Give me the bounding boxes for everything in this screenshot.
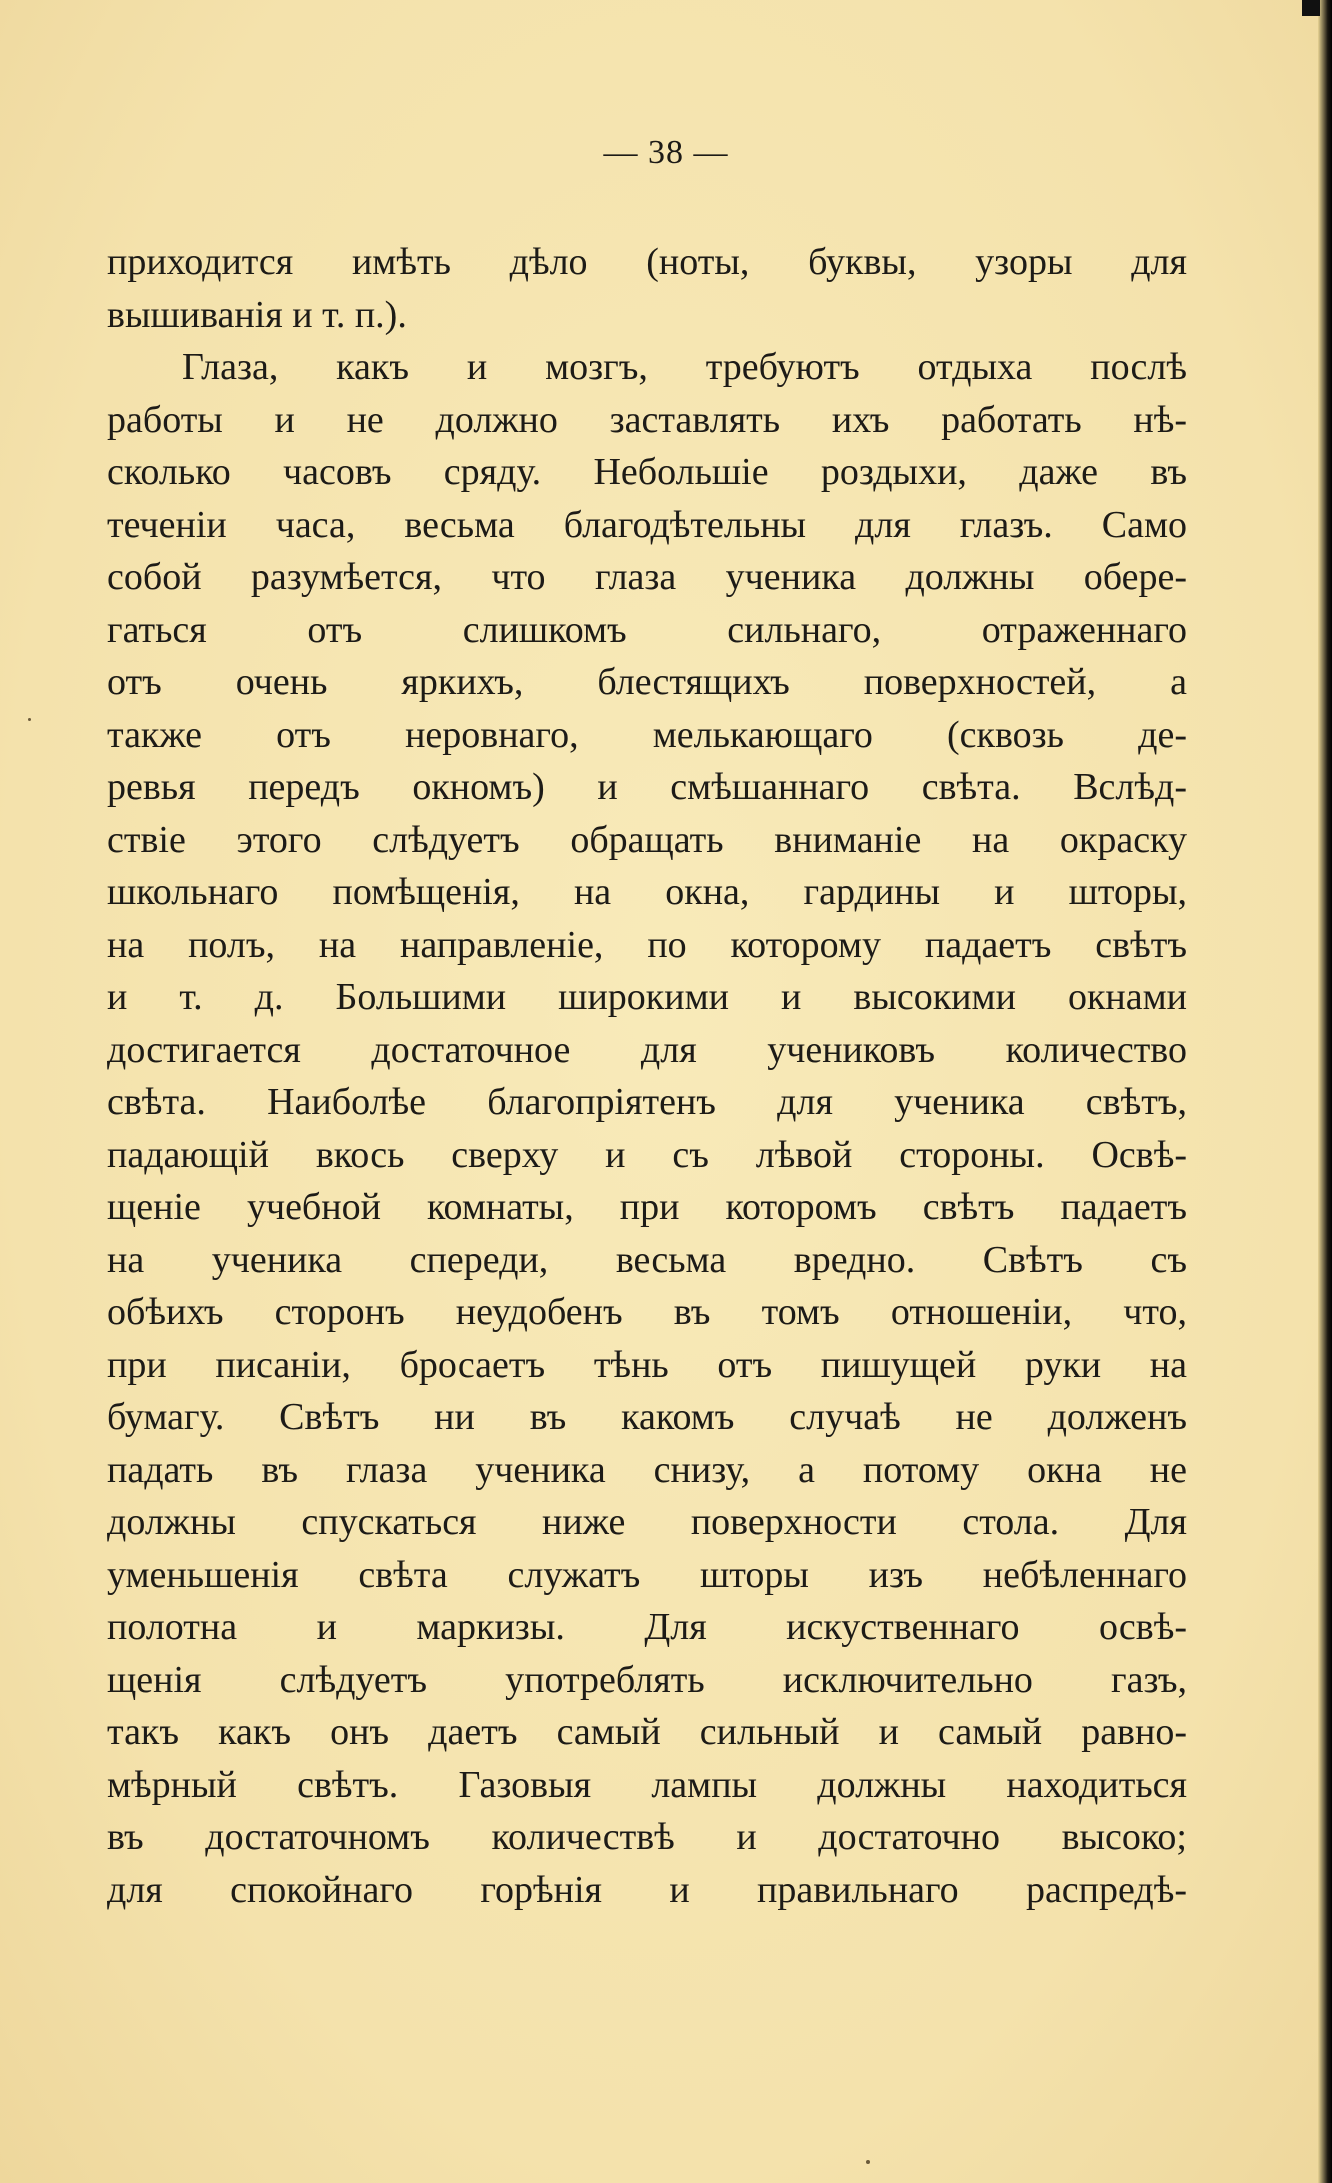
corner-mark xyxy=(1302,0,1320,16)
paper-speck xyxy=(28,718,31,721)
page-number: — 38 — xyxy=(603,134,729,171)
text-line: работы и не должно заставлять ихъ работать нѣ- xyxy=(107,398,1187,441)
text-line: обѣихъ сторонъ неудобенъ въ томъ отношеніи, что, xyxy=(107,1291,1187,1333)
text-line: полотна и маркизы. Для искуственнаго освѣ- xyxy=(107,1606,1187,1648)
text-line: достигается достаточное для учениковъ количество xyxy=(107,1028,1187,1071)
text-line: школьнаго помѣщенія, на окна, гардины и шторы, xyxy=(107,871,1187,913)
text-line: гаться отъ слишкомъ сильнаго, отраженнаго xyxy=(107,608,1187,651)
text-line: свѣта. Наиболѣе благопріятенъ для ученика свѣтъ, xyxy=(107,1081,1187,1123)
text-line: отъ очень яркихъ, блестящихъ поверхностей, а xyxy=(107,661,1187,703)
text-line: на ученика спереди, весьма вредно. Свѣтъ съ xyxy=(107,1238,1187,1281)
text-line: Глаза, какъ и мозгъ, требуютъ отдыха послѣ xyxy=(182,346,1187,388)
text-line: для спокойнаго горѣнія и правильнаго распредѣ- xyxy=(107,1868,1187,1911)
text-line: вышиванія и т. п.). xyxy=(107,293,407,336)
text-line: на полъ, на направленіе, по которому падаетъ свѣтъ xyxy=(107,923,1187,966)
text-line: ревья передъ окномъ) и смѣшаннаго свѣта. Вслѣд- xyxy=(107,766,1187,808)
text-line: ствіе этого слѣдуетъ обращать вниманіе на окраску xyxy=(107,818,1187,861)
text-line: и т. д. Большими широкими и высокими окнами xyxy=(107,976,1187,1018)
text-line: приходится имѣть дѣло (ноты, буквы, узоры для xyxy=(107,241,1187,283)
text-line: при писаніи, бросаетъ тѣнь отъ пишущей руки на xyxy=(107,1343,1187,1386)
text-line: бумагу. Свѣтъ ни въ какомъ случаѣ не долженъ xyxy=(107,1396,1187,1438)
text-line: уменьшенія свѣта служатъ шторы изъ небѣленнаго xyxy=(107,1553,1187,1596)
text-line: теченіи часа, весьма благодѣтельны для глазъ. Само xyxy=(107,503,1187,546)
text-line: также отъ неровнаго, мелькающаго (сквозь де- xyxy=(107,713,1187,756)
text-line: щеніе учебной комнаты, при которомъ свѣтъ падаетъ xyxy=(107,1186,1187,1228)
text-line: падать въ глаза ученика снизу, а потому окна не xyxy=(107,1448,1187,1491)
text-line: падающій вкось сверху и съ лѣвой стороны. Освѣ- xyxy=(107,1133,1187,1176)
text-line: сколько часовъ сряду. Небольшіе роздыхи, даже въ xyxy=(107,451,1187,493)
paper-speck xyxy=(866,2160,870,2164)
page-edge-shadow xyxy=(1318,0,1332,2183)
text-line: собой разумѣется, что глаза ученика должны обере- xyxy=(107,556,1187,598)
text-line: въ достаточномъ количествѣ и достаточно высоко; xyxy=(107,1816,1187,1858)
body-text xyxy=(107,236,1187,1916)
text-line: такъ какъ онъ даетъ самый сильный и самый равно- xyxy=(107,1711,1187,1753)
text-line: мѣрный свѣтъ. Газовыя лампы должны находиться xyxy=(107,1763,1187,1806)
text-line: щенія слѣдуетъ употреблять исключительно газъ, xyxy=(107,1658,1187,1701)
text-line: должны спускаться ниже поверхности стола. Для xyxy=(107,1501,1187,1543)
